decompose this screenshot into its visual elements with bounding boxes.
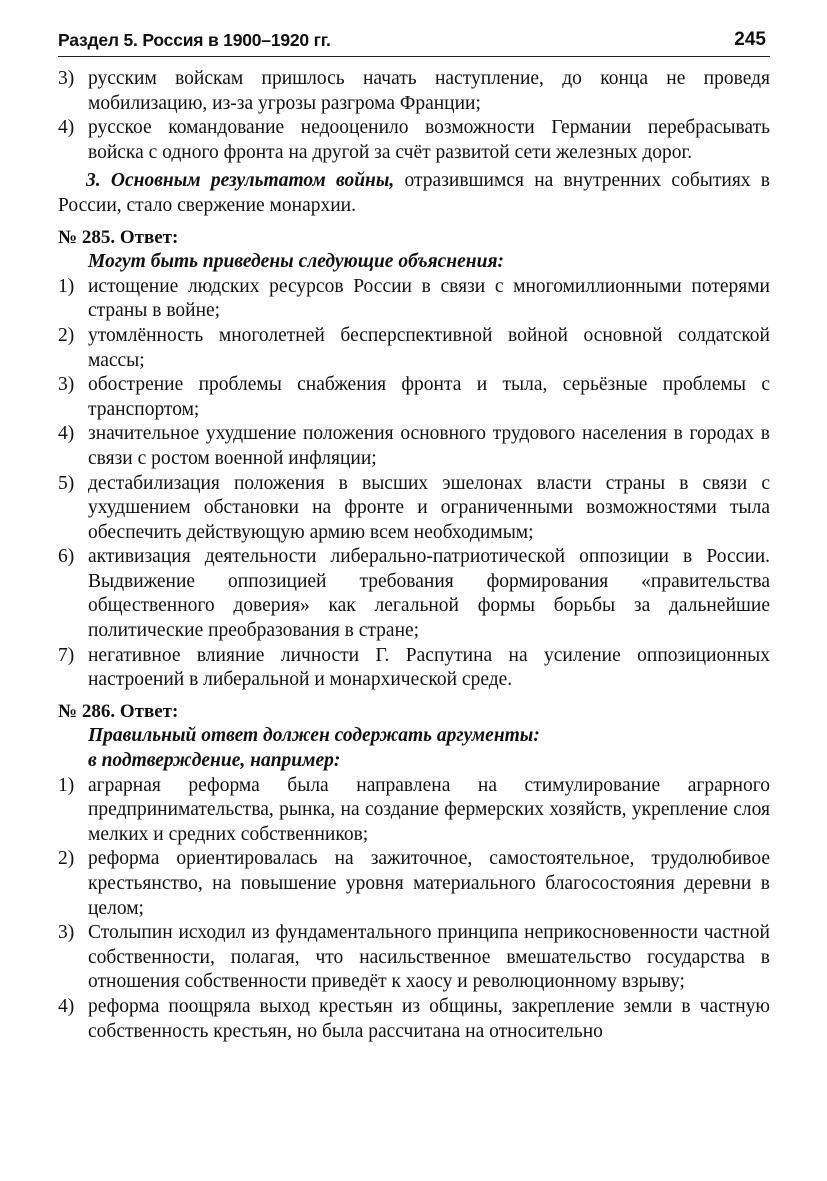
list-item (58, 774, 770, 848)
list-item (58, 373, 770, 422)
item-number: 4) (58, 995, 75, 1017)
list-item (58, 324, 770, 373)
list-item (58, 422, 770, 471)
result-text: отразившимся на внутренних событиях в России, стало свержение монархии. (58, 170, 770, 216)
list-item (58, 995, 770, 1044)
list-item (58, 275, 770, 324)
item-text: аграрная реформа была направлена на стимулирование аграрного предпринимательства, рынка, на создание фермерских хозяйств, укрепление слоя мелких и средних собственников; (88, 774, 770, 845)
list-item (58, 116, 770, 165)
item-number: 7) (58, 644, 75, 666)
list-item (58, 472, 770, 546)
item-number: 4) (58, 117, 75, 139)
item-text: утомлённость многолетней бесперспективной войной основной солдатской массы; (88, 324, 770, 371)
section-title: Раздел 5. Россия в 1900–1920 гг. (58, 30, 331, 50)
item-number: 3) (58, 374, 75, 396)
list-item (58, 545, 770, 643)
answer-subintro-286: в подтверждение, например: (88, 750, 341, 772)
item-number: 4) (58, 423, 75, 445)
item-number: 3) (58, 922, 75, 944)
list-item (58, 921, 770, 995)
answer-heading-286: № 286. Ответ: (58, 700, 179, 722)
answer-intro-285: Могут быть приведены следующие объяснения: (88, 251, 504, 273)
item-number: 2) (58, 324, 75, 346)
item-number: 3) (58, 68, 75, 89)
item-number: 2) (58, 848, 75, 870)
result-paragraph (58, 169, 770, 218)
running-header (58, 24, 770, 57)
item-text: негативное влияние личности Г. Распутина на усиление оппозиционных настроений в либеральной и монархической среде. (88, 644, 770, 691)
item-text: значительное ухудшение положения основного трудового населения в городах в связи с ростом военной инфляции; (88, 423, 770, 469)
item-text: Столыпин исходил из фундаментального принципа неприкосновенности частной собственности, полагая, что насильственное вмешательство государства в отношения собственности приведёт к хаосу и революционному взрыву; (88, 922, 770, 993)
item-text: истощение людских ресурсов России в связи с многомиллионными потерями страны в войне; (88, 275, 770, 322)
item-number: 1) (58, 774, 75, 796)
item-text: реформа поощряла выход крестьян из общины, закрепление земли в частную собственность крестьян, но была рассчитана на относительно (88, 995, 770, 1042)
item-text: русское командование недооценило возможности Германии перебрасывать войска с одного фронта на другой за счёт развитой сети железных дорог. (88, 117, 770, 163)
item-number: 6) (58, 546, 75, 568)
item-text: дестабилизация положения в высших эшелонах власти страны в связи с ухудшением обстановки на фронте и ограниченными возможностями тыла обеспечить действующую армию всем необходимым; (88, 472, 770, 543)
item-text: реформа ориентировалась на зажиточное, самостоятельное, трудолюбивое крестьянство, на повышение уровня материального благосостояния деревни в целом; (88, 848, 770, 919)
answer-heading-285: № 285. Ответ: (58, 226, 179, 248)
list-item (58, 847, 770, 921)
item-text: русским войскам пришлось начать наступление, до конца не проведя мобилизацию, из-за угрозы разгрома Франции; (88, 68, 770, 114)
item-text: активизация деятельности либерально-патриотической оппозиции в России. Выдвижение оппозицией требования формирования «правительства общественного доверия» как легальной формы борьбы за дальнейшие политические преобразования в стране; (88, 546, 770, 642)
page-number: 245 (734, 29, 766, 50)
result-lead: 3. Основным результатом войны, (86, 170, 395, 192)
item-text: обострение проблемы снабжения фронта и тыла, серьёзные проблемы с транспортом; (88, 374, 770, 420)
item-number: 5) (58, 472, 75, 494)
answer-intro-286: Правильный ответ должен содержать аргументы: (88, 725, 540, 747)
item-number: 1) (58, 275, 75, 297)
page-body (58, 67, 770, 1044)
list-item (58, 644, 770, 693)
list-item (58, 67, 770, 116)
